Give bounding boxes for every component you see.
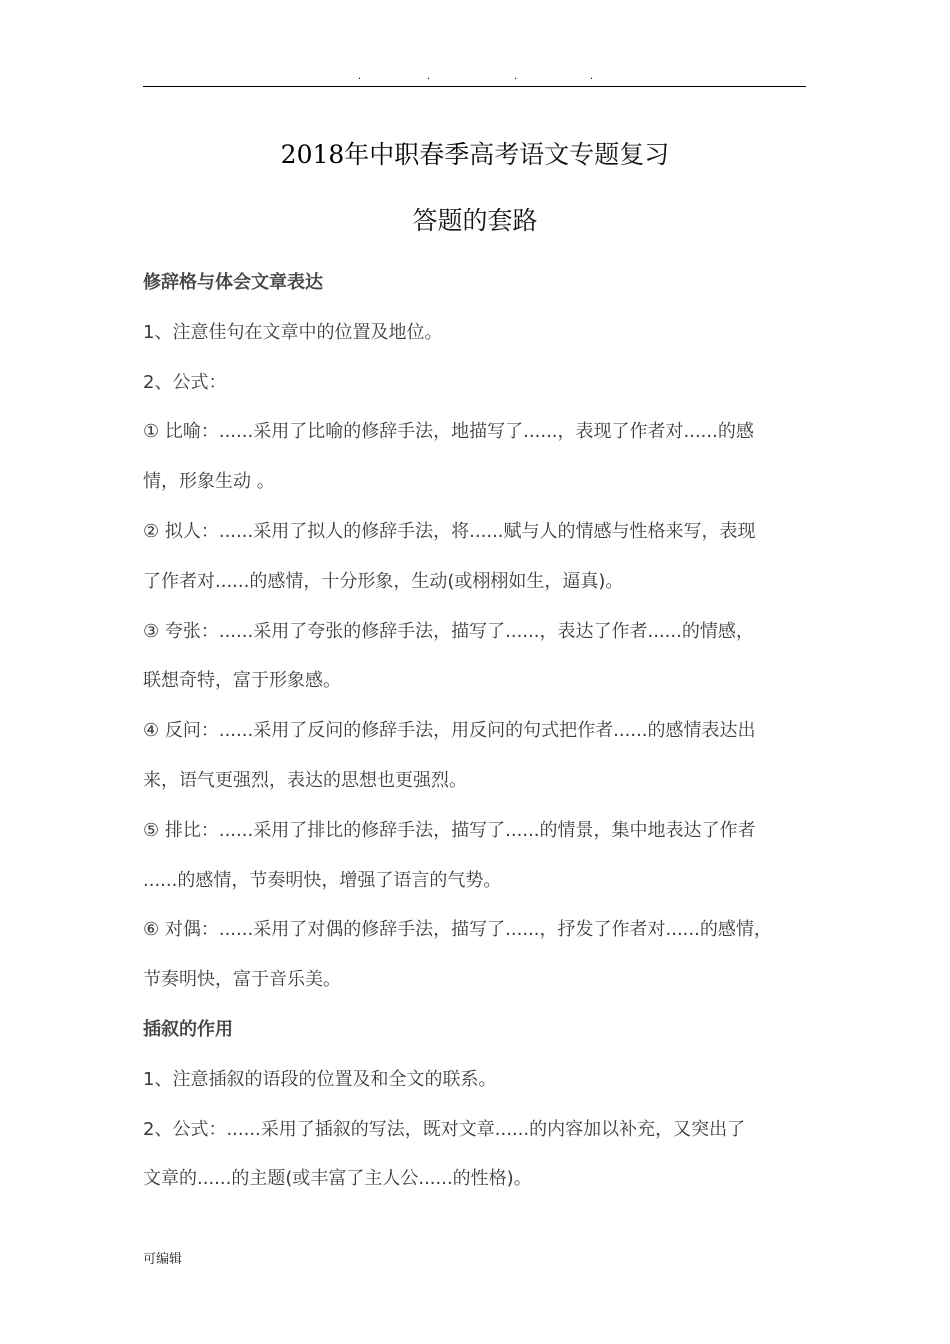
body-line: 文章的......的主题(或丰富了主人公......的性格)。: [143, 1168, 532, 1190]
header-dot: .: [358, 71, 362, 82]
body-line: 联想奇特，富于形象感。: [143, 670, 341, 692]
title-part-2: 高考语文专题复习: [469, 140, 670, 169]
title-part-1: 2018年中职春季: [280, 140, 470, 169]
body-line: 节奏明快，富于音乐美。: [143, 969, 341, 991]
body-line: ④ 反问：......采用了反问的修辞手法，用反问的句式把作者......的感情表达出: [143, 720, 756, 742]
body-line: 2、公式：......采用了插叙的写法，既对文章......的内容加以补充，又突出了: [143, 1118, 746, 1140]
body-line: 1、注意佳句在文章中的位置及地位。: [143, 321, 443, 343]
body-line: 情，形象生动 。: [143, 471, 275, 493]
body-line: 1、注意插叙的语段的位置及和全文的联系。: [143, 1068, 497, 1090]
body-line: 2、公式：: [143, 371, 227, 393]
section-heading-rhetoric: 修辞格与体会文章表达: [143, 272, 323, 293]
document-title: [0, 135, 950, 171]
body-line: ⑥ 对偶：......采用了对偶的修辞手法，描写了......，抒发了作者对......的感情，: [143, 919, 772, 941]
section-heading-flashback: 插叙的作用: [143, 1018, 233, 1040]
header-dot: .: [427, 71, 431, 82]
document-body: [143, 266, 823, 1212]
body-line: ② 拟人：......采用了拟人的修辞手法，将......赋与人的情感与性格来写，表现: [143, 520, 756, 542]
header-dots: [143, 72, 806, 84]
body-line: ③ 夸张：......采用了夸张的修辞手法，描写了......，表达了作者......的情感，: [143, 620, 754, 642]
body-line: ......的感情，节奏明快，增强了语言的气势。: [143, 869, 502, 891]
header-rule: [143, 86, 806, 87]
body-line: ⑤ 排比：......采用了排比的修辞手法，描写了......的情景，集中地表达了作者: [143, 819, 756, 841]
footer-label: 可编辑: [143, 1252, 183, 1267]
body-line: ① 比喻：......采用了比喻的修辞手法，地描写了......，表现了作者对......的感: [143, 421, 754, 443]
body-line: 来，语气更强烈，表达的思想也更强烈。: [143, 769, 467, 791]
header-dot: .: [514, 71, 518, 82]
body-line: 了作者对......的感情，十分形象，生动(或栩栩如生，逼真)。: [143, 570, 624, 592]
header-dot: .: [590, 71, 594, 82]
document-subtitle: 答题的套路: [412, 206, 538, 235]
